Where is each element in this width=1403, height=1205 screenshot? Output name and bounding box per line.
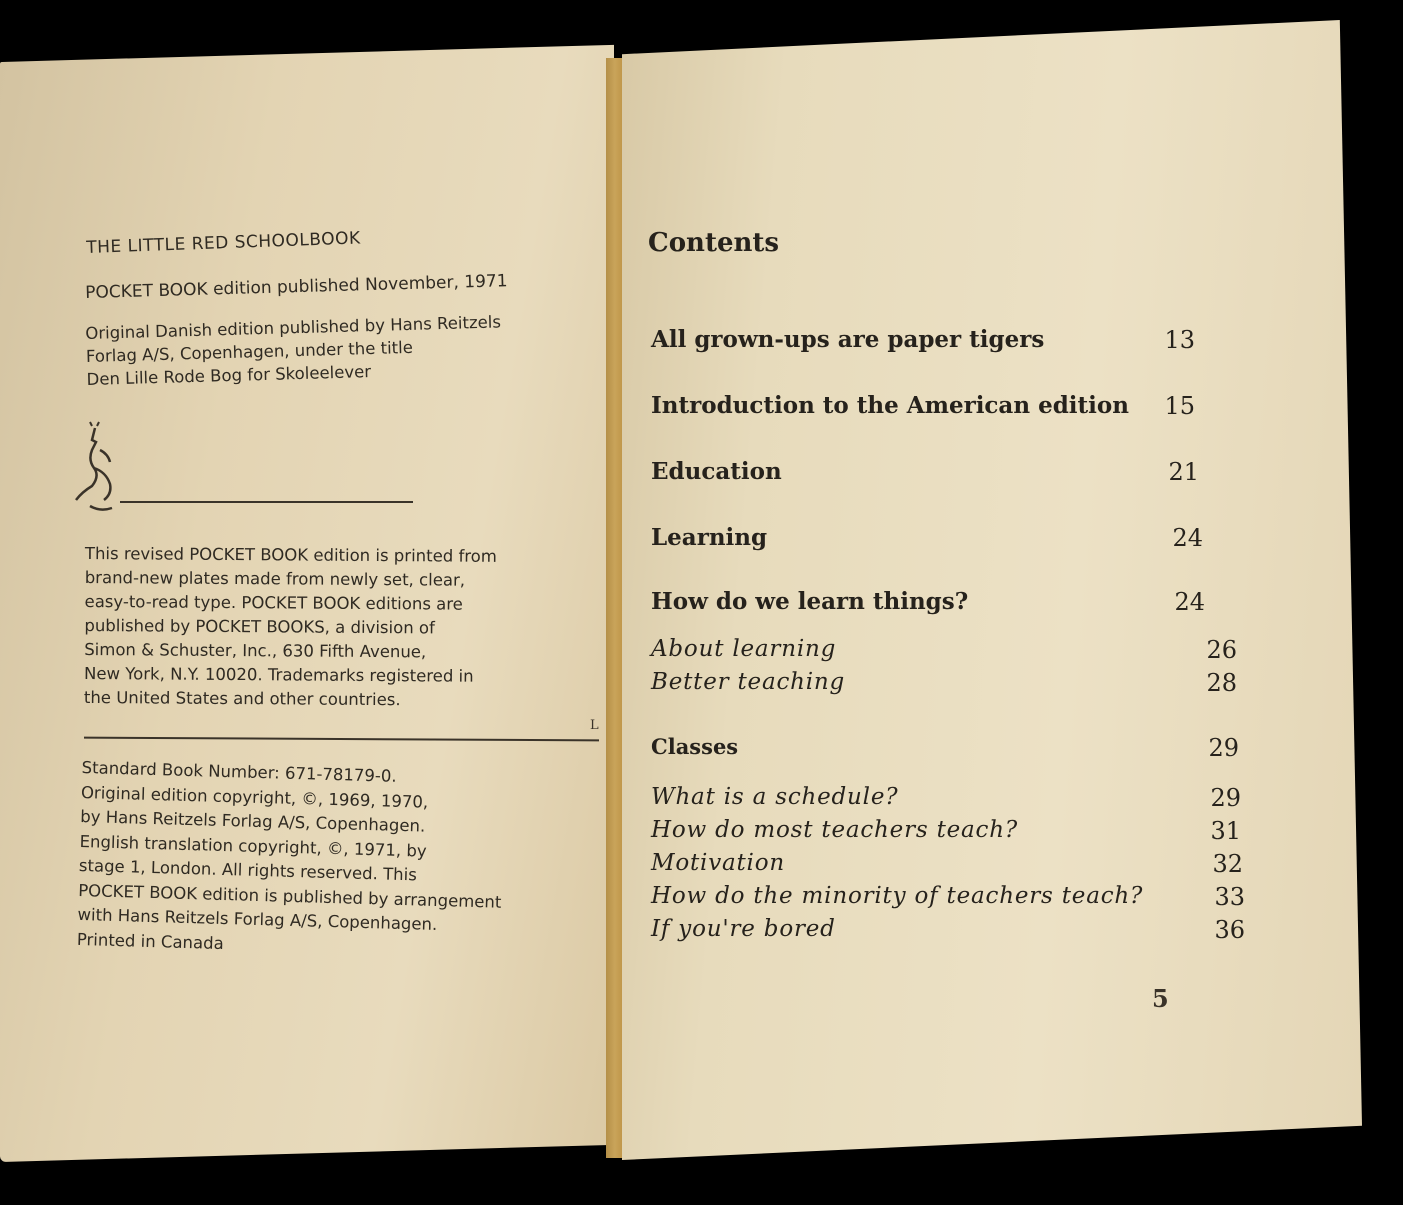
toc-page: 15 (1164, 392, 1195, 420)
page-number: 5 (1152, 984, 1169, 1013)
toc-entry (651, 916, 1251, 950)
toc-label: Classes (651, 734, 739, 759)
toc-label: All grown-ups are paper tigers (651, 326, 1045, 353)
toc-page: 28 (1206, 669, 1237, 697)
copyright-text: Standard Book Number: 671-78179-0. Original edition copyright, ©, 1969, 1970, by Hans Reitzels Forlag A/S, Copenhagen. English translation copyright, ©, 1971, by stage 1, London. All rights reserved. This POCKET BOOK edition is published by arrangement with Hans Reitzels Forlag A/S, Copenhagen. Printed in Canada (76, 757, 502, 953)
contents-heading: Contents (648, 228, 780, 258)
toc-entry (651, 458, 1251, 492)
toc-label: Introduction to the American edition (651, 392, 1129, 419)
toc-label: Better teaching (651, 669, 846, 695)
book-title: THE LITTLE RED SCHOOLBOOK (86, 228, 361, 258)
toc-label: What is a schedule? (651, 784, 899, 810)
toc-page: 33 (1214, 883, 1245, 911)
toc-page: 29 (1208, 734, 1239, 762)
toc-entry (651, 588, 1251, 622)
toc-entry (651, 734, 1251, 768)
edition-line: POCKET BOOK edition published November, 1971 (85, 271, 508, 303)
toc-entry (651, 636, 1251, 670)
toc-page: 29 (1210, 784, 1241, 812)
toc-label: Learning (651, 524, 768, 551)
original-edition-text: Original Danish edition published by Hans Reitzels Forlag A/S, Copenhagen, under the title Den Lille Rode Bog for Skoleelever (85, 312, 502, 389)
toc-label: How do the minority of teachers teach? (651, 883, 1144, 909)
toc-label: How do we learn things? (651, 588, 969, 615)
toc-page: 13 (1164, 326, 1195, 354)
toc-label: Education (651, 458, 782, 485)
toc-page: 32 (1212, 850, 1243, 878)
toc-entry (651, 524, 1251, 558)
kangaroo-logo-icon (70, 420, 120, 520)
revised-edition-text: This revised POCKET BOOK edition is printed from brand-new plates made from newly set, clear, easy-to-read type. POCKET BOOK editions are published by POCKET BOOKS, a division of Simon & Schuster, Inc., 630 Fifth Avenue, New York, N.Y. 10020. Trademarks registered in the United States and other countries. (83, 543, 497, 710)
toc-page: 26 (1206, 636, 1237, 664)
printer-mark: L (590, 718, 599, 733)
toc-label: How do most teachers teach? (651, 817, 1018, 843)
toc-entry (651, 392, 1251, 426)
toc-page: 31 (1210, 817, 1241, 845)
toc-page: 24 (1174, 588, 1205, 616)
toc-label: About learning (651, 636, 837, 662)
toc-label: If you're bored (651, 916, 836, 942)
toc-entry (651, 784, 1251, 818)
toc-entry (651, 850, 1251, 884)
toc-entry (651, 817, 1251, 851)
toc-page: 24 (1172, 524, 1203, 552)
toc-entry (651, 883, 1251, 917)
toc-entry (651, 326, 1251, 360)
toc-entry (651, 669, 1251, 703)
toc-page: 36 (1214, 916, 1245, 944)
toc-page: 21 (1168, 458, 1199, 486)
divider-rule (120, 501, 413, 503)
toc-label: Motivation (651, 850, 785, 876)
